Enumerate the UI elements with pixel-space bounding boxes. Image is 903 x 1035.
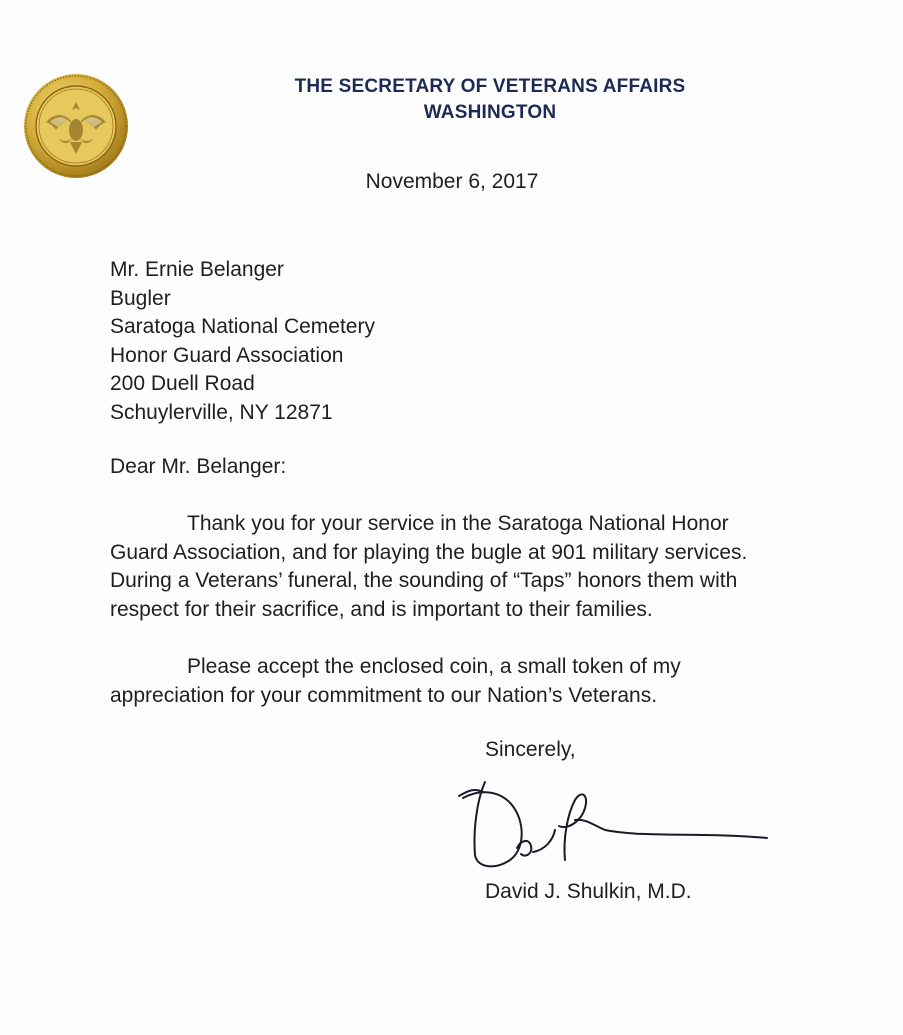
letterhead-title: THE SECRETARY OF VETERANS AFFAIRS bbox=[294, 76, 686, 97]
letterhead-city: WASHINGTON bbox=[423, 102, 557, 123]
signer-name: David J. Shulkin, M.D. bbox=[485, 880, 692, 903]
handwritten-signature bbox=[455, 760, 775, 875]
recipient-title: Bugler bbox=[110, 286, 171, 310]
letter-date: November 6, 2017 bbox=[365, 170, 539, 193]
recipient-city: Schuylerville, NY 12871 bbox=[110, 400, 333, 424]
recipient-org-line2: Honor Guard Association bbox=[110, 343, 344, 367]
salutation: Dear Mr. Belanger: bbox=[110, 455, 287, 478]
body-paragraph-2 bbox=[110, 653, 870, 710]
recipient-street: 200 Duell Road bbox=[110, 372, 255, 395]
letterhead bbox=[200, 74, 780, 126]
paragraph-line: appreciation for your commitment to our Nation’s Veterans. bbox=[110, 683, 658, 707]
paragraph-line: During a Veterans’ funeral, the sounding of “Taps” honors them with bbox=[110, 569, 738, 592]
recipient-name: Mr. Ernie Belanger bbox=[110, 258, 284, 281]
closing: Sincerely, bbox=[485, 738, 576, 761]
paragraph-line: Thank you for your service in the Saratoga National Honor bbox=[187, 512, 729, 535]
recipient-org-line1: Saratoga National Cemetery bbox=[110, 315, 375, 338]
paragraph-line: Please accept the enclosed coin, a small token of my bbox=[187, 655, 681, 678]
paragraph-line: respect for their sacrifice, and is important to their families. bbox=[110, 597, 653, 621]
body-paragraph-1 bbox=[110, 510, 870, 624]
recipient-address bbox=[110, 256, 375, 427]
paragraph-line: Guard Association, and for playing the bugle at 901 military services. bbox=[110, 540, 748, 564]
va-seal-icon bbox=[22, 72, 130, 180]
